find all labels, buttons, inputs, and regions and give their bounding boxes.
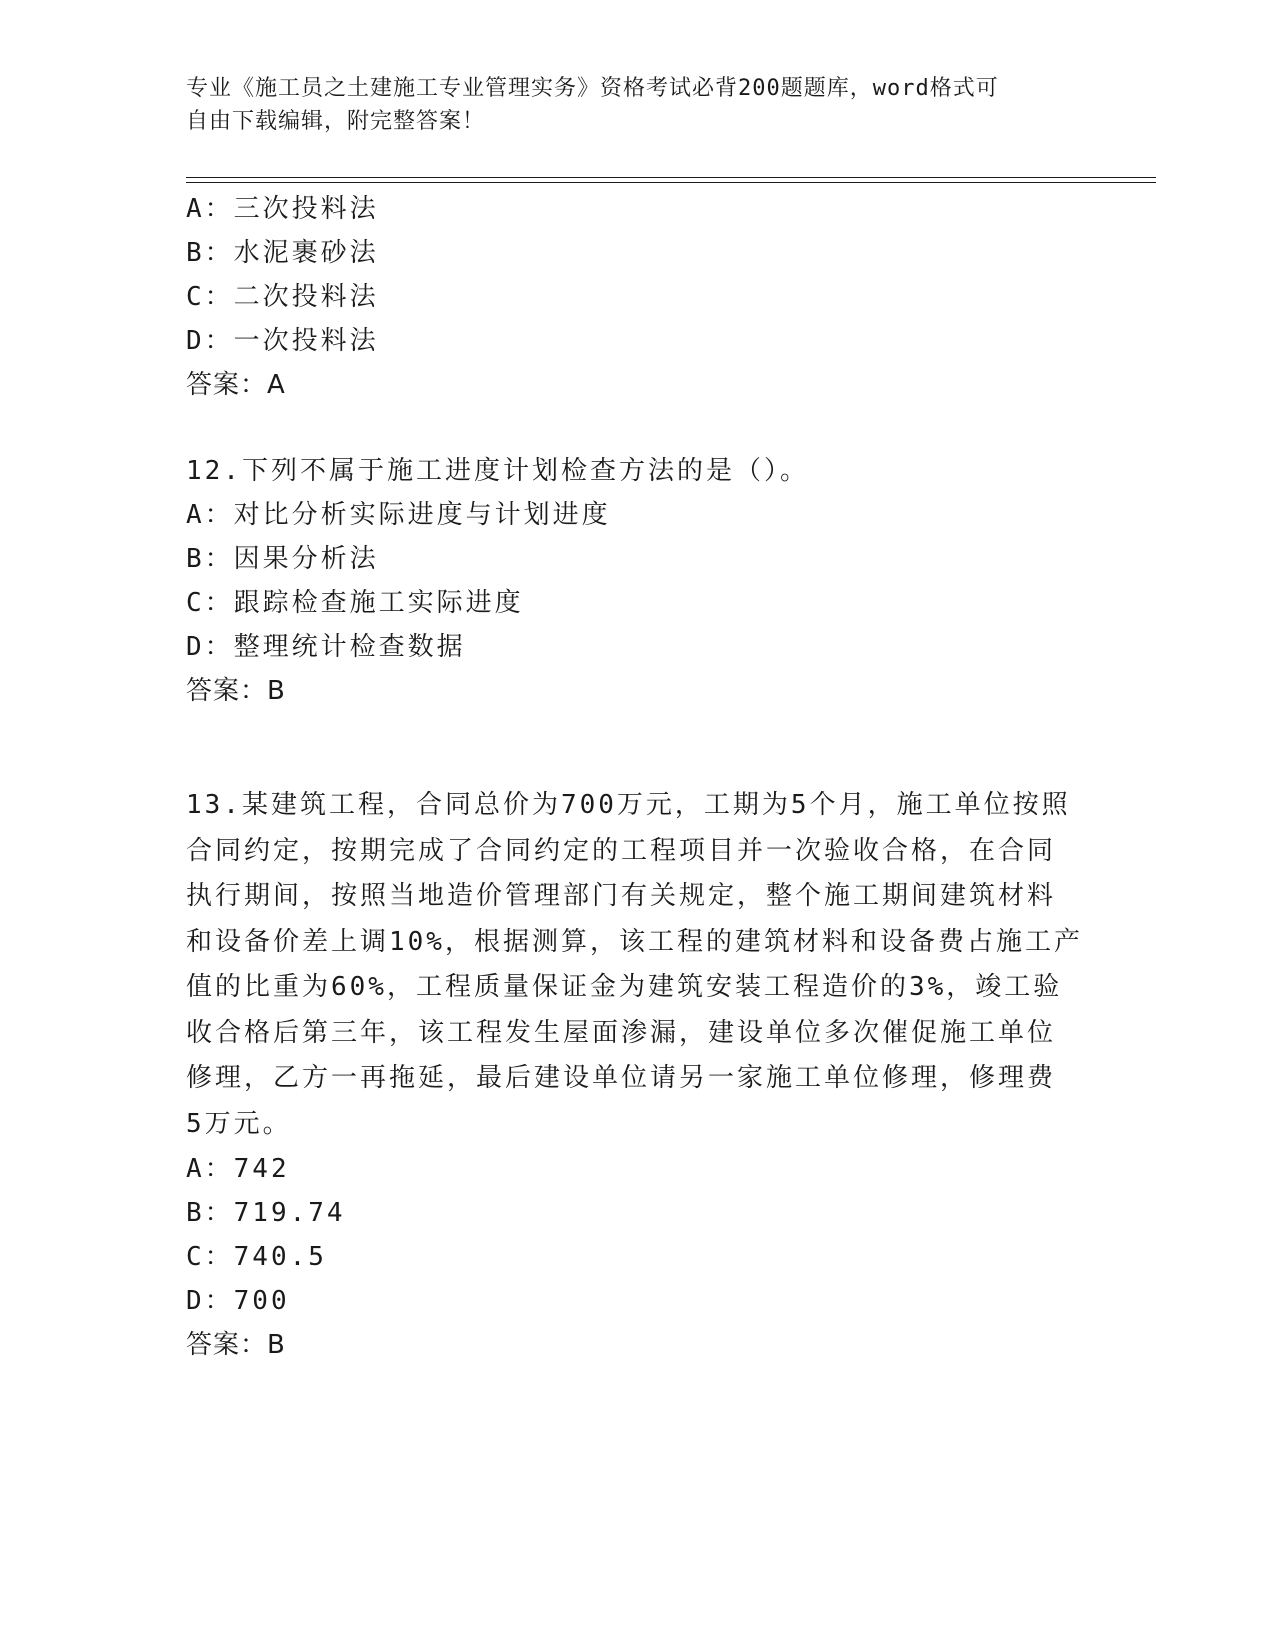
q13-option-c: C：740.5 (186, 1242, 327, 1272)
q13-stem-line: 和设备价差上调10%，根据测算，该工程的建筑材料和设备费占施工产 (186, 926, 1083, 957)
q13-option-d: D：700 (186, 1286, 290, 1316)
q13-stem-line: 值的比重为60%，工程质量保证金为建筑安装工程造价的3%，竣工验 (186, 972, 1063, 1002)
q12-option-c: C：跟踪检查施工实际进度 (186, 588, 524, 618)
document-header (186, 72, 1086, 138)
q12-stem: 12.下列不属于施工进度计划检查方法的是（）。 (186, 456, 809, 486)
header-title-line-2: 自由下载编辑，附完整答案！ (186, 109, 486, 134)
q11-answer: 答案：A (186, 370, 286, 400)
header-divider (186, 177, 1156, 183)
q13-stem (186, 783, 1086, 1147)
q13-stem-line: 执行期间，按照当地造价管理部门有关规定，整个施工期间建筑材料 (186, 881, 1057, 911)
q13-stem-line: 修理，乙方一再拖延，最后建设单位请另一家施工单位修理，修理费 (186, 1063, 1057, 1093)
q13-answer: 答案：B (186, 1330, 286, 1360)
q11-option-d: D：一次投料法 (186, 326, 379, 356)
q11-option-b: B：水泥裹砂法 (186, 238, 379, 268)
q13-stem-line: 13.某建筑工程，合同总价为700万元，工期为5个月，施工单位按照 (186, 790, 1071, 820)
q13-stem-line: 5万元。 (186, 1108, 292, 1139)
q12-option-a: A：对比分析实际进度与计划进度 (186, 500, 611, 530)
q11-option-c: C：二次投料法 (186, 282, 379, 312)
q11-option-a: A：三次投料法 (186, 194, 379, 224)
header-title-line-1: 专业《施工员之土建施工专业管理实务》资格考试必背200题题库，word格式可 (186, 76, 999, 101)
q13-option-b: B：719.74 (186, 1198, 346, 1228)
q12-option-b: B：因果分析法 (186, 544, 379, 574)
q13-stem-line: 收合格后第三年，该工程发生屋面渗漏，建设单位多次催促施工单位 (186, 1017, 1057, 1048)
q13-stem-line: 合同约定，按期完成了合同约定的工程项目并一次验收合格，在合同 (186, 835, 1057, 866)
q12-answer: 答案：B (186, 676, 286, 706)
q13-option-a: A：742 (186, 1154, 290, 1184)
q12-option-d: D：整理统计检查数据 (186, 632, 466, 662)
